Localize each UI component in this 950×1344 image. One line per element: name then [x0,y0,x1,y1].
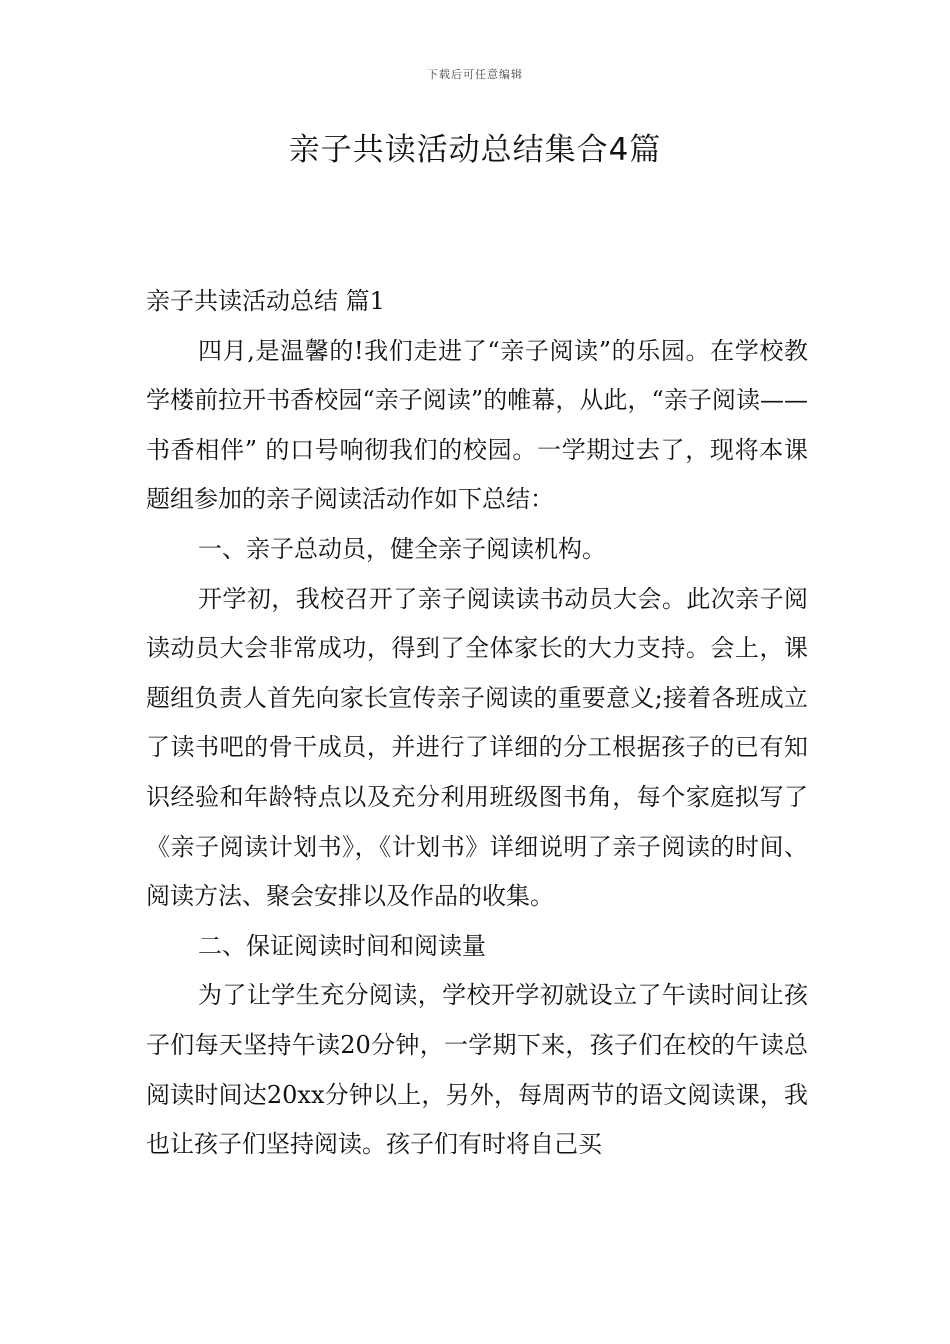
document-body [146,277,808,1170]
paragraph-intro: 四月,是温馨的!我们走进了“亲子阅读”的乐园。在学校教学楼前拉开书香校园“亲子阅读”的帷幕，从此，“亲子阅读——书香相伴” 的口号响彻我们的校园。一学期过去了，现将本课题组参加的亲子阅读活动作如下总结： [146,336,808,514]
subheading-two: 二、保证阅读时间和阅读量 [198,931,486,960]
paragraph-mobilization: 开学初，我校召开了亲子阅读读书动员大会。此次亲子阅读动员大会非常成功，得到了全体家长的大力支持。会上，课题组负责人首先向家长宣传亲子阅读的重要意义;接着各班成立了读书吧的骨干成员，并进行了详细的分工根据孩子的已有知识经验和年龄特点以及充分利用班级图书角，每个家庭拟写了《亲子阅读计划书》，《计划书》详细说明了亲子阅读的时间、阅读方法、聚会安排以及作品的收集。 [146,584,808,911]
document-title: 亲子共读活动总结集合4篇 [288,132,662,168]
subheading-one: 一、亲子总动员，健全亲子阅读机构。 [198,534,606,563]
paragraph-reading-time: 为了让学生充分阅读，学校开学初就设立了午读时间让孩子们每天坚持午读20分钟，一学期下来，孩子们在校的午读总阅读时间达20xx分钟以上，另外，每周两节的语文阅读课，我也让孩子们坚持阅读。孩子们有时将自己买 [146,981,808,1159]
section-heading: 亲子共读活动总结 篇1 [146,287,385,315]
header-note: 下载后可任意编辑 [427,68,523,81]
